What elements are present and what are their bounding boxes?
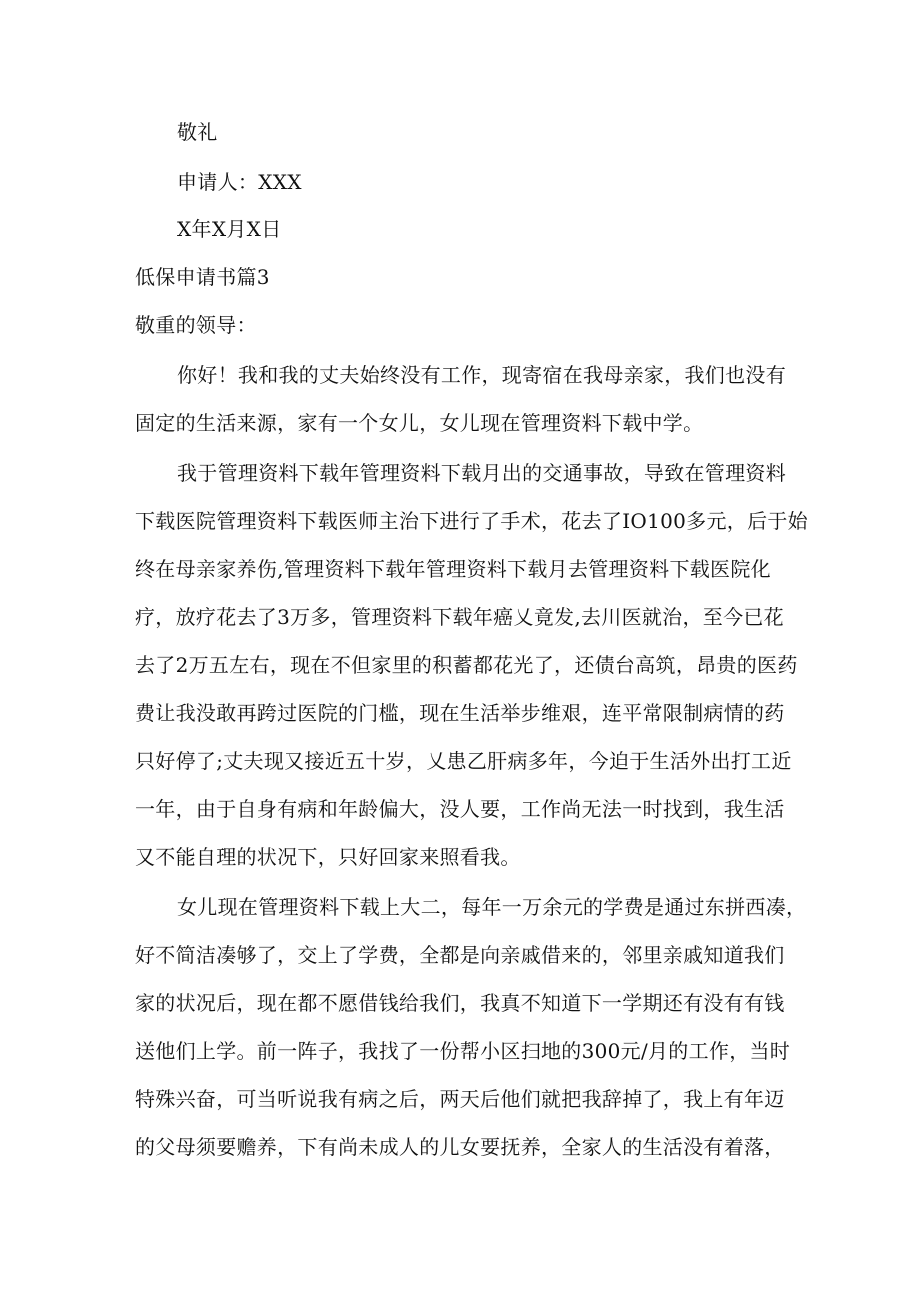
paragraph-3-line-5: 特殊兴奋，可当听说我有病之后，两天后他们就把我辞掉了，我上有年迈 xyxy=(135,1087,785,1111)
applicant-line: 申请人：XXX xyxy=(177,170,302,194)
paragraph-3-line-3: 家的状况后，现在都不愿借钱给我们，我真不知道下一学期还有没有有钱 xyxy=(135,991,785,1015)
paragraph-3-line-6: 的父母须要赡养，下有尚未成人的儿女要抚养，全家人的生活没有着落， xyxy=(135,1135,785,1159)
paragraph-3-line-2: 好不简洁凑够了，交上了学费，全都是向亲戚借来的，邻里亲戚知道我们 xyxy=(135,943,785,967)
paragraph-2-line-7: 只好停了;丈夫现又接近五十岁，乂患乙肝病多年，今迫于生活外出打工近 xyxy=(135,749,792,773)
paragraph-2-line-6: 费让我没敢再跨过医院的门槛，现在生活举步维艰，连平常限制病情的药 xyxy=(135,701,785,725)
paragraph-1-line-1: 你好！我和我的丈夫始终没有工作，现寄宿在我母亲家，我们也没有 xyxy=(177,363,786,387)
paragraph-3-line-1: 女儿现在管理资料下载上大二，每年一万余元的学费是通过东拼西凑， xyxy=(177,895,807,919)
paragraph-2-line-8: 一年，由于自身有病和年龄偏大，没人要，工作尚无法一时找到，我生活 xyxy=(135,797,785,821)
paragraph-2-line-2: 下载医院管理资料下载医师主治下进行了手术，花去了IO100多元，后于始 xyxy=(135,509,808,533)
greeting: 敬重的领导： xyxy=(135,313,257,337)
paragraph-2-line-4: 疗，放疗花去了3万多，管理资料下载年癌乂竟发,去川医就治，至今已花 xyxy=(135,605,784,629)
closing-salutation: 敬礼 xyxy=(177,120,218,144)
paragraph-3-line-4: 送他们上学。前一阵子，我找了一份帮小区扫地的300元/月的工作，当时 xyxy=(135,1039,791,1063)
paragraph-2-line-5: 去了2万五左右，现在不但家里的积蓄都花光了，还债台高筑，昂贵的医药 xyxy=(135,653,798,677)
section-title: 低保申请书篇3 xyxy=(135,265,270,289)
paragraph-2-line-9: 又不能自理的状况下，只好回家来照看我。 xyxy=(135,845,521,869)
paragraph-2-line-1: 我于管理资料下载年管理资料下载月出的交通事故，导致在管理资料 xyxy=(177,461,786,485)
date-line: X年X月X日 xyxy=(177,217,282,241)
paragraph-1-line-2: 固定的生活来源，家有一个女儿，女儿现在管理资料下载中学。 xyxy=(135,411,704,435)
paragraph-2-line-3: 终在母亲家养伤,管理资料下载年管理资料下载月去管理资料下载医院化 xyxy=(135,557,771,581)
